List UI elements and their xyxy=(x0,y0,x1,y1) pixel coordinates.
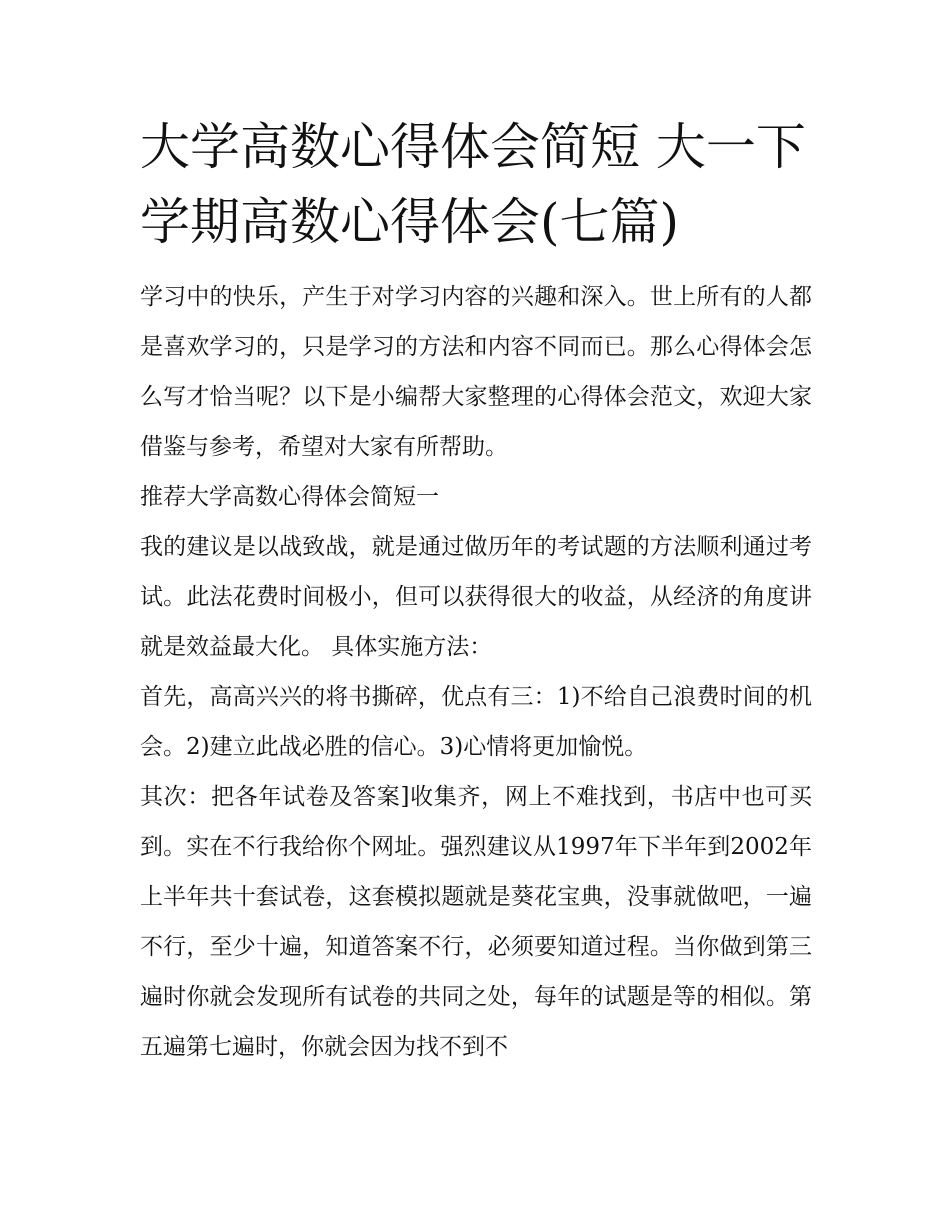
intro-paragraph: 学习中的快乐，产生于对学习内容的兴趣和深入。世上所有的人都是喜欢学习的，只是学习的方法和内容不同而已。那么心得体会怎么写才恰当呢？以下是小编帮大家整理的心得体会范文，欢迎大家借鉴与参考，希望对大家有所帮助。 xyxy=(140,284,812,460)
body-paragraph: 我的建议是以战致战，就是通过做历年的考试题的方法顺利通过考试。此法花费时间极小，但可以获得很大的收益，从经济的角度讲就是效益最大化。 具体实施方法： xyxy=(140,534,812,660)
document-title: 大学高数心得体会简短 大一下学期高数心得体会(七篇) xyxy=(140,118,806,251)
body-paragraph: 首先，高高兴兴的将书撕碎，优点有三：1)不给自己浪费时间的机会。2)建立此战必胜的信心。3)心情将更加愉悦。 xyxy=(140,684,812,760)
document-page xyxy=(140,110,812,1072)
section-heading: 推荐大学高数心得体会简短一 xyxy=(140,484,439,510)
body-paragraph: 其次：把各年试卷及答案]收集齐，网上不难找到，书店中也可买到。实在不行我给你个网址。强烈建议从1997年下半年到2002年上半年共十套试卷，这套模拟题就是葵花宝典，没事就做吧，一遍不行，至少十遍，知道答案不行，必须要知道过程。当你做到第三遍时你就会发现所有试卷的共同之处，每年的试题是等的相似。第五遍第七遍时，你就会因为找不到不 xyxy=(140,784,812,1060)
